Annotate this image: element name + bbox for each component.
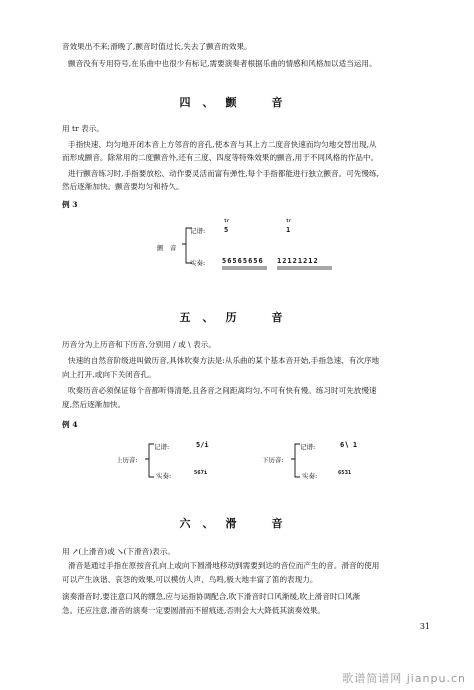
watermark: 歌谱简谱网 jianpu.cn: [342, 672, 466, 685]
text-line: 音效果出不来;滑晚了,颤音时值过长,失去了颤音的效果。: [62, 42, 252, 51]
notation-note: 5: [224, 226, 229, 234]
trill-mark: tr: [224, 219, 230, 224]
up-notation: 5∕i: [196, 441, 209, 449]
text-line: 用 tr 表示。: [62, 124, 104, 133]
text-line: 进行颤音练习时,手指要放松、动作要灵活而富有弹性,每个手指都能进行独立颤音。可先慢练,: [68, 169, 379, 178]
text-line: 向上打开,或向下关闭音孔。: [62, 370, 156, 379]
down-glide-name: 下历音:: [262, 456, 284, 464]
performance-notes: 56565656: [222, 257, 264, 265]
notation-label: 记谱:: [300, 443, 316, 451]
text-line: 快速的自然音阶级进叫做历音,具体吹奏方法是:从乐曲的某个基本音开始,手指急速、有次序地: [68, 356, 380, 365]
section-heading: 四、颤 音: [179, 96, 295, 109]
down-notation: 6∖ 1: [340, 441, 358, 449]
text-line: 度,然后逐渐加快。: [62, 400, 126, 409]
text-line: 用 ↗(上滑音)或 ↘(下滑音)表示。: [62, 547, 175, 556]
up-glide-name: 上历音:: [116, 456, 138, 464]
text-line: 滑音是通过手指在原按音孔向上或向下圆滑地移动到需要到达的音位而产生的音。滑音的使用: [68, 561, 380, 570]
text-line: 可以产生诙谐、哀怨的效果,可以模仿人声、鸟鸣,极大地丰富了笛的表现力。: [62, 575, 318, 584]
notation-note: 1: [286, 226, 291, 234]
up-performance: 567i: [194, 470, 208, 476]
text-line: 急。还应注意,滑音的演奏一定要圆滑而不留痕迹,否则会大大降低其演奏效果。: [62, 606, 326, 615]
text-line: 吹奏历音必须保证每个音都听得清楚,且各音之间距离均匀,不可有快有慢。练习时可先放慢速: [68, 386, 377, 395]
text-line: 历音分为上历音和下历音,分别用 / 或 \ 表示。: [62, 340, 216, 349]
performance-label: 实奏:: [156, 472, 172, 480]
performance-notes: 12121212: [277, 257, 319, 265]
notation-label: 记谱:: [154, 443, 170, 451]
text-line: 颤音没有专用符号,在乐曲中也很少有标记,需要演奏者根据乐曲的情感和风格加以适当运用。: [68, 59, 377, 68]
example-label: 例 4: [62, 420, 78, 429]
page-number: 31: [419, 622, 430, 631]
section-heading: 五、历 音: [179, 311, 295, 324]
text-line: 手指快速、均匀地开闭本音上方邻音的音孔,使本音与其上方二度音快速而均匀地交替出现,从: [68, 140, 377, 149]
text-line: 然后逐渐加快。颤音要均匀和持久。: [62, 182, 184, 191]
text-line: 演奏滑音时,要注意口风的绷急,应与运指协调配合,吹下滑音时口风渐缓,吹上滑音时口风渐: [62, 592, 361, 601]
down-performance: 6531: [338, 470, 352, 476]
underline-beams: [222, 266, 332, 270]
example-label: 例 3: [62, 200, 78, 209]
text-line: 而形成颤音。除常用的二度颤音外,还有三度、四度等特殊效果的颤音,用于不同风格的作品中。: [62, 153, 379, 162]
trill-mark: tr: [286, 219, 292, 224]
example-name: 颤 音: [157, 244, 177, 252]
performance-label: 实奏:: [302, 472, 318, 480]
notation-label: 记谱:: [190, 227, 206, 235]
performance-label: 实奏:: [190, 259, 206, 267]
section-heading: 六、滑 音: [179, 517, 295, 530]
